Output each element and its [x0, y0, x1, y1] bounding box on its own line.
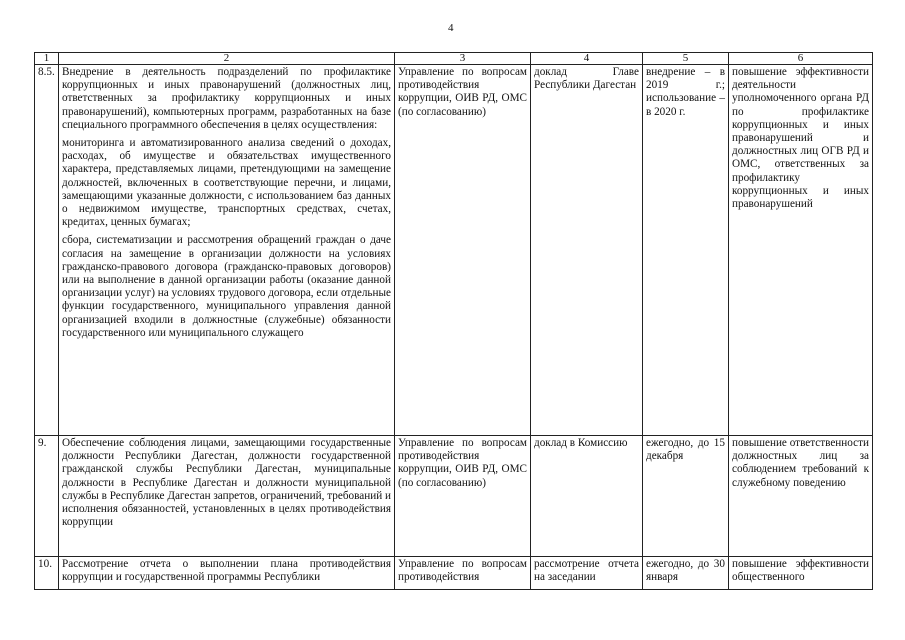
table-row: [35, 557, 873, 590]
measure-cell: [59, 436, 395, 557]
item-number: 8.5.: [35, 65, 59, 436]
deadline-text: ежегодно, до 30 января: [646, 558, 725, 584]
column-number-3: 3: [395, 53, 531, 65]
measure-cell: [59, 65, 395, 436]
column-number-5: 5: [643, 53, 729, 65]
deadline-cell: внедрение – в 2019 г.; использование – в 2020 г.: [643, 65, 729, 436]
result-form-cell: доклад Главе Республики Дагестан: [531, 65, 643, 436]
column-number-4: 4: [531, 53, 643, 65]
page-number: 4: [448, 22, 454, 34]
column-number-row: [35, 53, 873, 65]
responsible-cell: Управление по вопросам противодействия коррупции, ОИВ РД, ОМС (по согласованию): [395, 65, 531, 436]
column-number-2: 2: [59, 53, 395, 65]
table-row: [35, 436, 873, 557]
column-number-6: 6: [729, 53, 873, 65]
measure-text: мониторинга и автоматизированного анализа сведений о доходах, расходах, об имуществе и обязательствах имущественного характера, представляемых лицами, претендующими на замещение должностей, включенных в соответствующие перечни, и лицами, замещающими указанные должности, с использованием баз данных о недвижимом имуществе, транспортных средствах, счетах, кредитах, ценных бумагах;: [62, 137, 391, 229]
result-form-cell: [531, 557, 643, 590]
measure-cell: [59, 557, 395, 590]
table-row: [35, 65, 873, 436]
column-number-1: 1: [35, 53, 59, 65]
item-number: 9.: [35, 436, 59, 557]
deadline-cell: [643, 557, 729, 590]
expected-result-text: повышение эффективности общественного: [732, 558, 869, 584]
responsible-cell: [395, 557, 531, 590]
measure-text: Обеспечение соблюдения лицами, замещающими государственные должности Республики Дагестан, должности государственной гражданской службы Республики Дагестан, муниципальные должности в Республике Дагестан и должности муниципальной службы в Республике Дагестан запретов, ограничений, требований и исполнения обязанностей, установленных в целях противодействия коррупции: [62, 437, 391, 529]
deadline-cell: ежегодно, до 15 декабря: [643, 436, 729, 557]
measure-text: сбора, систематизации и рассмотрения обращений граждан о даче согласия на замещение в организации должности на условиях гражданско-правового договора (гражданско-правовых договоров) или на выполнение в данной организации работы (оказание данной организации услуг) на условиях трудового договора, если отдельные функции государственного, муниципального управления данной организацией входили в должностные (служебные) обязанности государственного или муниципального служащего: [62, 234, 391, 339]
responsible-text: Управление по вопросам противодействия: [398, 558, 527, 584]
measure-text: Рассмотрение отчета о выполнении плана противодействия коррупции и государственной программы Республики: [62, 558, 391, 584]
expected-result-cell: повышение эффективности деятельности уполномоченного органа РД по профилактике коррупционных и иных правонарушений и должностных лиц ОГВ РД и ОМС, ответственных за профилактику коррупционных и иных правонарушений: [729, 65, 873, 436]
expected-result-cell: [729, 557, 873, 590]
measure-text: Внедрение в деятельность подразделений по профилактике коррупционных и иных правонарушений (должностных лиц, ответственных за профилактику коррупционных и иных правонарушений), компьютерных программ, разработанных на базе специального программного обеспечения в целях осуществления:: [62, 66, 391, 131]
action-plan-table: [34, 52, 873, 590]
result-form-text: рассмотрение отчета на заседании: [534, 558, 639, 584]
item-number: 10.: [35, 557, 59, 590]
responsible-cell: Управление по вопросам противодействия коррупции, ОИВ РД, ОМС (по согласованию): [395, 436, 531, 557]
expected-result-cell: повышение ответственности должностных лиц за соблюдением требований к служебному поведению: [729, 436, 873, 557]
result-form-cell: доклад в Комиссию: [531, 436, 643, 557]
